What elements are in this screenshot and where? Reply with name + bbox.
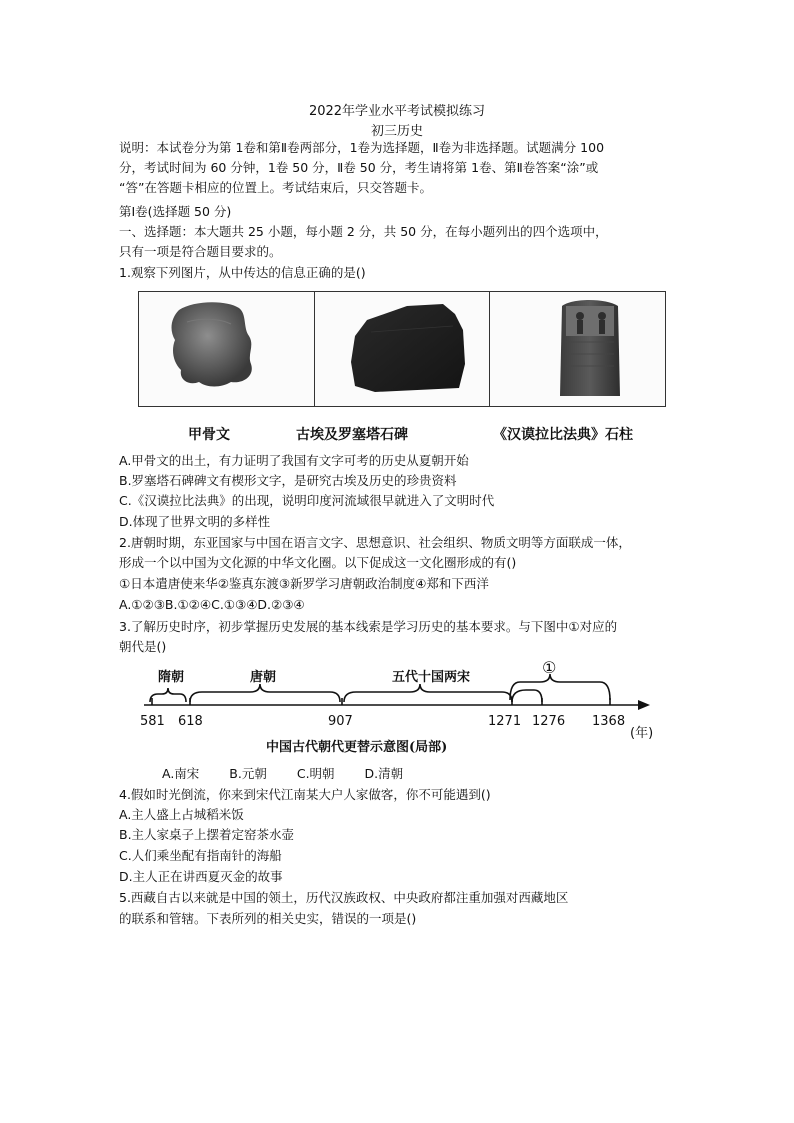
hammurabi-stele-image — [490, 292, 665, 406]
q1-option-a: A.甲骨文的出土，有力证明了我国有文字可考的历史从夏朝开始 — [119, 453, 469, 468]
year-907: 907 — [328, 714, 353, 729]
q3-options — [162, 764, 429, 782]
instructions-line-2: 分，考试时间为 60 分钟，1卷 50 分，Ⅱ卷 50 分，考生请将第 1卷、第Ⅱ卷答案“涂”或 — [119, 160, 599, 175]
q3-option-c: C.明朝 — [296, 766, 335, 781]
q2-stem-1: 2.唐朝时期，东亚国家与中国在语言文字、思想意识、社会组织、物质文明等方面联成一体， — [119, 535, 631, 550]
period-sui: 隋朝 — [158, 670, 185, 685]
q5-stem-1: 5.西藏自古以来就是中国的领土，历代汉族政权、中央政府都注重加强对西藏地区 — [119, 890, 569, 905]
year-581: 581 — [140, 714, 165, 729]
q4-option-b: B.主人家桌子上摆着定窑茶水壶 — [119, 827, 295, 842]
caption-oracle-bone: 甲骨文 — [188, 427, 230, 443]
q1-option-d: D.体现了世界文明的多样性 — [119, 514, 271, 529]
q1-option-b: B.罗塞塔石碑碑文有楔形文字，是研究古埃及历史的珍贵资料 — [119, 473, 457, 488]
section-intro-2: 只有一项是符合题目要求的。 — [119, 244, 282, 259]
instructions-line-1: 说明：本试卷分为第 1卷和第Ⅱ卷两部分，1卷为选择题，Ⅱ卷为非选择题。试题满分 100 — [119, 140, 605, 155]
q4-option-c: C.人们乘坐配有指南针的海船 — [119, 848, 282, 863]
q3-stem-1: 3.了解历史时序，初步掌握历史发展的基本线索是学习历史的基本要求。与下图中①对应的 — [119, 619, 618, 634]
q3-stem-2: 朝代是() — [119, 639, 167, 654]
q4-stem: 4.假如时光倒流，你来到宋代江南某大户人家做客，你不可能遇到() — [119, 787, 491, 802]
section-intro-1: 一、选择题：本大题共 25 小题，每小题 2 分，共 50 分，在每小题列出的四个选项中， — [119, 224, 608, 239]
q1-captions — [138, 424, 666, 446]
exam-subject: 初三历史 — [370, 124, 423, 139]
brace-sui — [150, 688, 186, 702]
q5-stem-2: 的联系和管辖。下表所列的相关史实，错误的一项是() — [119, 911, 417, 926]
q3-option-b: B.元朝 — [229, 766, 267, 781]
year-618: 618 — [178, 714, 203, 729]
q2-options: A.①②③B.①②④C.①③④D.②③④ — [119, 597, 305, 612]
q4-option-d: D.主人正在讲西夏灭金的故事 — [119, 869, 283, 884]
q3-option-a: A.南宋 — [162, 766, 200, 781]
q4-option-a: A.主人盛上占城稻米饭 — [119, 807, 244, 822]
year-1368: 1368 — [592, 714, 626, 729]
timeline-arrow — [638, 700, 650, 710]
timeline-caption: 中国古代朝代更替示意图(局部) — [266, 740, 448, 755]
instructions-line-3: “答”在答题卡相应的位置上。考试结束后，只交答题卡。 — [119, 180, 432, 195]
brace-overlap — [512, 690, 542, 702]
oracle-bone-image — [139, 292, 315, 406]
caption-hammurabi: 《汉谟拉比法典》石柱 — [493, 427, 633, 443]
q2-stem-2: 形成一个以中国为文化源的中华文化圈。以下促成这一文化圈形成的有() — [119, 555, 517, 570]
q1-option-c: C.《汉谟拉比法典》的出现，说明印度河流域很早就进入了文明时代 — [119, 493, 495, 508]
period-wudai-song: 五代十国两宋 — [392, 670, 471, 685]
period-tang: 唐朝 — [250, 670, 277, 685]
q3-timeline — [140, 660, 660, 760]
q3-option-d: D.清朝 — [364, 766, 404, 781]
year-1271: 1271 — [488, 714, 522, 729]
brace-yuan — [510, 674, 610, 700]
exam-title: 2022年学业水平考试模拟练习 — [308, 104, 486, 119]
section-heading: 第Ⅰ卷(选择题 50 分) — [119, 204, 232, 219]
year-unit: (年) — [630, 726, 654, 741]
q2-items: ①日本遣唐使来华②鉴真东渡③新罗学习唐朝政治制度④郑和下西洋 — [119, 576, 489, 591]
q1-stem: 1.观察下列图片，从中传达的信息正确的是() — [119, 265, 366, 280]
brace-song — [344, 684, 512, 702]
period-marker-1: ① — [542, 658, 557, 677]
caption-rosetta-stone: 古埃及罗塞塔石碑 — [296, 427, 408, 443]
year-1276: 1276 — [532, 714, 566, 729]
q1-figure — [138, 291, 666, 407]
brace-tang — [190, 684, 340, 702]
rosetta-stone-image — [315, 292, 491, 406]
